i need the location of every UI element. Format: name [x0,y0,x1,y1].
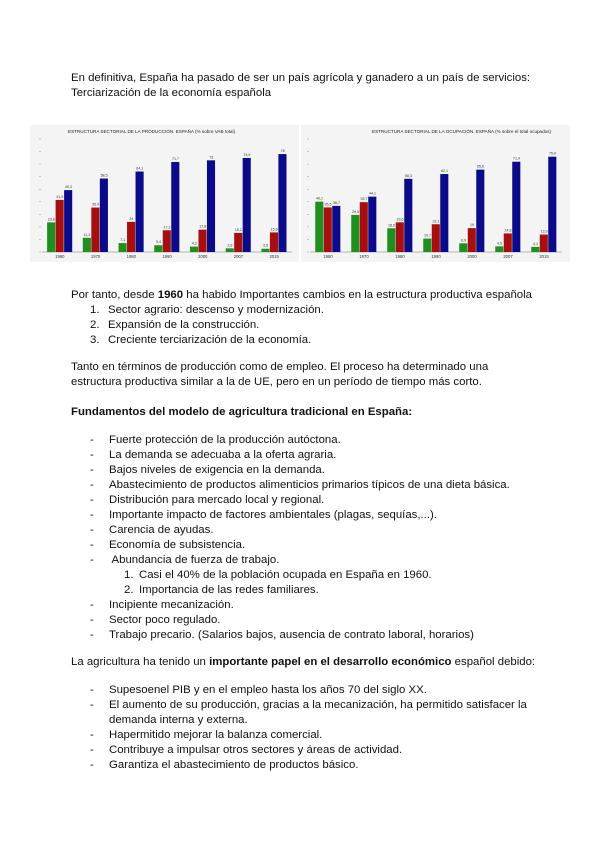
x-tick-label: 1980 [126,254,136,259]
data-label: 6,9 [461,238,466,243]
data-label: 71,9 [513,156,520,161]
list-item: - Contribuye a impulsar otros sectores y áreas de actividad. [90,744,403,756]
data-label: 40,1 [316,196,323,201]
x-tick-label: 2007 [233,254,244,259]
bar [512,162,520,252]
bar [119,243,127,252]
papel-paragraph [71,655,561,670]
bar [64,190,72,252]
fundamentos-list [90,433,560,643]
list-item: - Distribución para mercado local y regional. [90,494,325,506]
bar [261,249,269,252]
papel-items [90,683,560,773]
bar [190,247,198,252]
data-label: 4,3 [191,241,197,246]
list-item: - Importante impacto de factores ambientales (plagas, sequías,...). [90,509,437,521]
charts-figure [30,125,570,262]
data-label: 41,5 [56,194,64,199]
x-tick-label: 1980 [395,254,405,259]
data-label: 64,1 [136,166,144,171]
data-label: 17,8 [199,224,207,229]
section-changes [71,288,551,348]
bar [56,200,64,252]
x-tick-label: 2015 [539,254,549,259]
bar [198,230,206,252]
bar [468,228,476,252]
list-item: - Carencia de ayudas. [90,524,214,536]
list-item: - Fuerte protección de la producción autóctona. [90,434,341,446]
bar [396,222,404,252]
data-label: 19 [470,223,474,228]
bar [387,228,395,252]
data-label: 44,1 [369,191,376,196]
fundamentos-sub-list [124,568,560,598]
x-tick-label: 1960 [55,254,65,259]
papel-list [90,683,560,773]
data-label: 2,9 [227,243,233,248]
data-label: 18,9 [388,223,395,228]
chart-title: ESTRUCTURA SECTORIAL DE LA PRODUCCIÓN. ESPAÑA (% sobre VAB total) [68,129,236,134]
data-label: 2,6 [263,243,269,248]
bar [91,208,99,252]
bar [476,170,484,252]
bar [548,157,556,252]
changes-intro-pre: Por tanto, desde [71,289,158,301]
bar [154,245,162,252]
bar [234,233,242,252]
bar [404,179,412,252]
list-item: - El aumento de su producción, gracias a la mecanización, ha permitido satisfacer la demanda interna y externa. [90,699,527,726]
bar [504,233,512,252]
data-label: 62,1 [441,169,448,174]
bar [100,179,108,252]
data-label: 5,4 [156,240,161,245]
charts-svg [30,125,570,262]
bar [531,247,539,252]
list-item: - Garantiza el abastecimiento de productos básico. [90,759,359,771]
data-label: 49,3 [64,185,72,190]
data-label: 7,1 [120,238,126,243]
x-tick-label: 2000 [467,254,477,259]
data-label: 71,7 [172,156,179,161]
bar [495,246,503,252]
data-label: 29,5 [352,209,359,214]
list-item: - La demanda se adecuaba a la oferta agraria. [90,449,337,461]
x-tick-label: 1960 [323,254,333,259]
sub-list-item: 2. Importancia de las redes familiares. [124,584,319,596]
list-item: - Supesoenel PIB y en el empleo hasta los años 70 del siglo XX. [90,684,427,696]
sub-list-item: 1. Casi el 40% de la población ocupada en España en 1960. [124,569,432,581]
changes-intro-post: ha habido Importantes cambios en la estructura productiva española [183,289,532,301]
data-label: 13,9 [540,229,548,234]
bar [459,243,467,252]
data-label: 4,5 [497,241,502,246]
list-item: - Hapermitido mejorar la balanza comercial. [90,729,323,741]
bar [270,232,278,252]
data-label: 58,3 [405,173,412,178]
data-label: 65,6 [477,164,484,169]
bar [351,215,359,252]
data-label: 15,2 [234,227,242,232]
bar [136,172,144,252]
data-label: 58,5 [100,173,108,178]
changes-intro [71,288,551,303]
data-label: 23,6 [396,217,404,222]
data-label: 24 [129,216,134,221]
list-item: - Sector poco regulado. [90,614,221,626]
x-tick-label: 1990 [162,254,172,259]
list-item: 3. Creciente terciarización de la economía. [90,334,312,346]
x-tick-label: 1990 [431,254,441,259]
data-label: 11,3 [83,232,91,237]
bar [127,222,135,252]
bar [440,174,448,252]
bar [423,239,431,252]
bar [278,154,286,252]
paragraph-line: estructura productiva similar a la de UE, pero en un período de tiempo más corto. [71,376,482,388]
bar [47,222,55,252]
data-label: 17,3 [163,225,171,230]
bar [163,230,171,252]
data-label: 4,1 [533,241,538,246]
changes-year: 1960 [157,289,184,301]
x-tick-label: 1970 [90,254,101,259]
data-label: 74,9 [243,152,251,157]
fundamentos-items-b [90,598,560,643]
x-tick-label: 1970 [359,254,369,259]
changes-list [90,303,551,348]
bar [83,238,91,252]
data-label: 78 [280,149,285,154]
intro-paragraph [71,71,541,101]
intro-line-2: Terciarización de la economía española [71,87,272,99]
data-label: 23,6 [47,217,55,222]
bar [324,207,332,252]
paragraph-line: Tanto en términos de producción como de empleo. El proceso ha determinado una [71,361,489,373]
list-item: - Abundancia de fuerza de trabajo. [90,554,280,566]
intro-line-1: En definitiva, España ha pasado de ser un país agrícola y ganadero a un país de servicios: [71,72,531,84]
bar [368,197,376,252]
data-label: 15,6 [270,227,278,232]
list-item: - Bajos niveles de exigencia en la demanda. [90,464,325,476]
bar [332,206,340,252]
papel-bold: importante papel en el desarrollo económico [209,656,452,668]
bar [315,202,323,252]
chart-title: ESTRUCTURA SECTORIAL DE LA OCUPACIÓN. ESPAÑA (% sobre el total ocupados) [372,129,552,134]
bar [171,162,179,252]
data-label: 36,7 [333,200,340,205]
bar [243,158,251,252]
papel-post: español debido: [451,656,536,668]
data-label: 73 [209,155,214,160]
production-employment-paragraph [71,360,551,390]
bar [432,224,440,252]
x-tick-label: 2007 [503,254,513,259]
data-label: 39,7 [360,197,368,202]
list-item: - Incipiente mecanización. [90,599,234,611]
x-tick-label: 2015 [269,254,279,259]
list-item: - Trabajo precario. (Salarios bajos, ausencia de contrato laboral, horarios) [90,629,474,641]
data-label: 35,5 [324,202,332,207]
data-label: 14,8 [504,228,512,233]
data-label: 22,1 [432,219,440,224]
bar [207,160,215,252]
papel-pre: La agricultura ha tenido un [71,656,210,668]
fundamentos-heading: Fundamentos del modelo de agricultura tradicional en España: [71,406,413,418]
bar [360,202,368,252]
list-item: - Abastecimiento de productos alimenticios primarios típicos de una dieta básica. [90,479,510,491]
fundamentos-items-a [90,433,560,568]
data-label: 35,4 [92,202,100,207]
list-item: 1. Sector agrario: descenso y modernización. [90,304,324,316]
data-label: 10,7 [424,233,431,238]
x-tick-label: 2000 [198,254,208,259]
data-label: 75,9 [549,151,556,156]
bar [540,235,548,252]
bar [226,248,234,252]
list-item: - Economía de subsistencia. [90,539,246,551]
list-item: 2. Expansión de la construcción. [90,319,260,331]
